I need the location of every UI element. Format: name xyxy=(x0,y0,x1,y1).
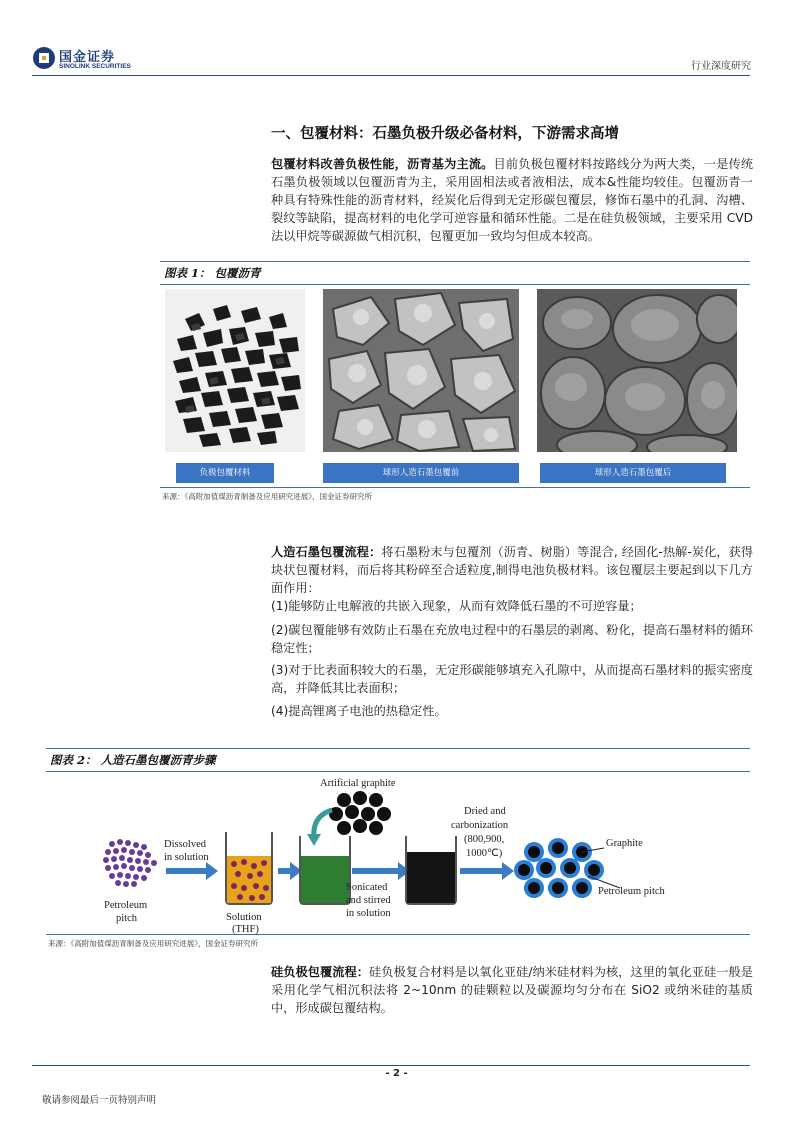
figure1-title: 图表 1： 包覆沥青 xyxy=(164,266,261,280)
label-sonicated: Sonicated xyxy=(346,882,388,893)
arrow-right-icon xyxy=(278,862,302,880)
label-dried: Dried and xyxy=(464,806,506,817)
figure2-source: 来源：《高附加值煤沥青制备及应用研究进展》，国金证券研究所 xyxy=(48,939,258,948)
label-carbonization: carbonization xyxy=(451,820,509,831)
label-thf: (THF) xyxy=(232,924,259,934)
label-in-solution: in solution xyxy=(164,852,209,863)
section-title: 一、包覆材料：石墨负极升级必备材料，下游需求高增 xyxy=(271,125,619,142)
arrow-right-icon xyxy=(166,862,218,880)
footer-divider xyxy=(32,1065,750,1066)
label-graphite: Graphite xyxy=(606,838,643,849)
paragraph-lead: 人造石墨包覆流程： xyxy=(271,545,382,559)
list-item: (4)提高锂离子电池的热稳定性。 xyxy=(271,704,447,718)
logo-mark-icon xyxy=(32,46,56,70)
paragraph-lead: 硅负极包覆流程： xyxy=(271,965,370,979)
figure1-caption-2: 球形人造石墨包覆前 xyxy=(323,463,519,483)
label-temp-1000: 1000℃) xyxy=(466,848,503,859)
label-and-stirred: and stirred xyxy=(346,895,391,906)
figure1-caption-1: 负极包覆材料 xyxy=(176,463,274,483)
beaker-solution-icon xyxy=(226,832,272,904)
coated-graphite-cluster-icon xyxy=(514,838,604,898)
figure1-top-rule xyxy=(160,261,750,262)
arrow-down-icon xyxy=(307,834,321,846)
paragraph-lead: 包覆材料改善负极性能，沥青基为主流。 xyxy=(271,157,494,171)
paragraph-body: 硅负极复合材料是以氧化亚硅/纳米硅材料为核，这里的氧化亚硅一般是采用化学气相沉积法将 2~10nm 的硅颗粒以及碳源均匀分布在 SiO2 或纳米硅的基质中，形成碳包覆结构。 xyxy=(271,965,753,1015)
photo-graphite-after-coating xyxy=(537,289,737,452)
label-artificial-graphite: Artificial graphite xyxy=(320,778,396,789)
list-item: (2)碳包覆能够有效防止石墨在充放电过程中的石墨层的剥离、粉化，提高石墨材料的循环稳定性； xyxy=(271,623,753,655)
figure1-title-rule xyxy=(160,284,750,285)
paragraph-body: 目前负极包覆材料按路线分为两大类，一是传统石墨负极领域以包覆沥青为主，采用固相法或者液相法，成本&性能均较佳。包覆沥青一种具有特殊性能的沥青材料，经炭化后得到无定形碳包覆层，修饰石墨中的孔洞、沟槽、裂纹等缺陷，提高材料的电化学可逆容量和循环性能。二是在硅负极领域，主要采用 CVD 法以甲烷等碳源做气相沉积，包覆更加一致均匀但成本较高。 xyxy=(271,157,754,243)
label-dissolved: Dissolved xyxy=(164,839,206,850)
logo-text-cn: 国金证券 xyxy=(59,50,116,65)
label-pitch: pitch xyxy=(116,913,137,924)
company-logo xyxy=(32,46,147,74)
graphite-particles-icon xyxy=(329,791,391,835)
paragraph-body: 将石墨粉末与包覆剂（沥青、树脂）等混合, 经固化-热解-炭化，获得块状包覆材料，而后将其粉碎至合适粒度,制得电池负极材料。该包覆层主要起到以下几方面作用： xyxy=(271,545,754,595)
figure1-bottom-rule xyxy=(160,487,750,488)
beaker-dried-icon xyxy=(406,836,456,904)
beaker-mixed-icon xyxy=(300,836,350,904)
paragraph-coating-materials xyxy=(271,155,753,245)
coating-process-diagram xyxy=(46,772,750,934)
figure2-bottom-rule xyxy=(46,934,750,935)
disclaimer-note: 敬请参阅最后一页特别声明 xyxy=(42,1095,157,1106)
list-item: (1)能够防止电解液的共嵌入现象，从而有效降低石墨的不可逆容量； xyxy=(271,599,642,613)
figure1-caption-3: 球形人造石墨包覆后 xyxy=(540,463,726,483)
page-number: - 2 - xyxy=(385,1068,408,1079)
photo-coating-material xyxy=(165,289,305,452)
page-header xyxy=(0,0,793,80)
figure2-title: 图表 2： 人造石墨包覆沥青步骤 xyxy=(50,753,216,767)
label-petroleum: Petroleum xyxy=(104,900,148,911)
paragraph-artificial-graphite xyxy=(271,543,753,597)
figure1-source: 来源：《高附加值煤沥青制备及应用研究进展》，国金证券研究所 xyxy=(162,492,372,501)
photo-graphite-before-coating xyxy=(323,289,519,452)
list-item: (3)对于比表面积较大的石墨，无定形碳能够填充入孔隙中，从而提高石墨材料的振实密度高，并降低其比表面积； xyxy=(271,663,753,695)
figure2-top-rule xyxy=(46,748,750,749)
report-type-label: 行业深度研究 xyxy=(691,61,751,72)
arrow-right-icon xyxy=(460,862,514,880)
logo-text-en: SINOLINK SECURITIES xyxy=(59,63,131,70)
label-temps: (800,900, xyxy=(464,834,505,845)
label-solution: Solution xyxy=(226,912,262,923)
label-in-solution-2: in solution xyxy=(346,908,391,919)
paragraph-silicon-anode xyxy=(271,963,753,1017)
label-petroleum-pitch-right: Petroleum pitch xyxy=(598,886,665,897)
arrow-right-icon xyxy=(352,862,410,880)
petroleum-pitch-dots-icon xyxy=(103,839,157,887)
header-divider xyxy=(32,75,750,76)
